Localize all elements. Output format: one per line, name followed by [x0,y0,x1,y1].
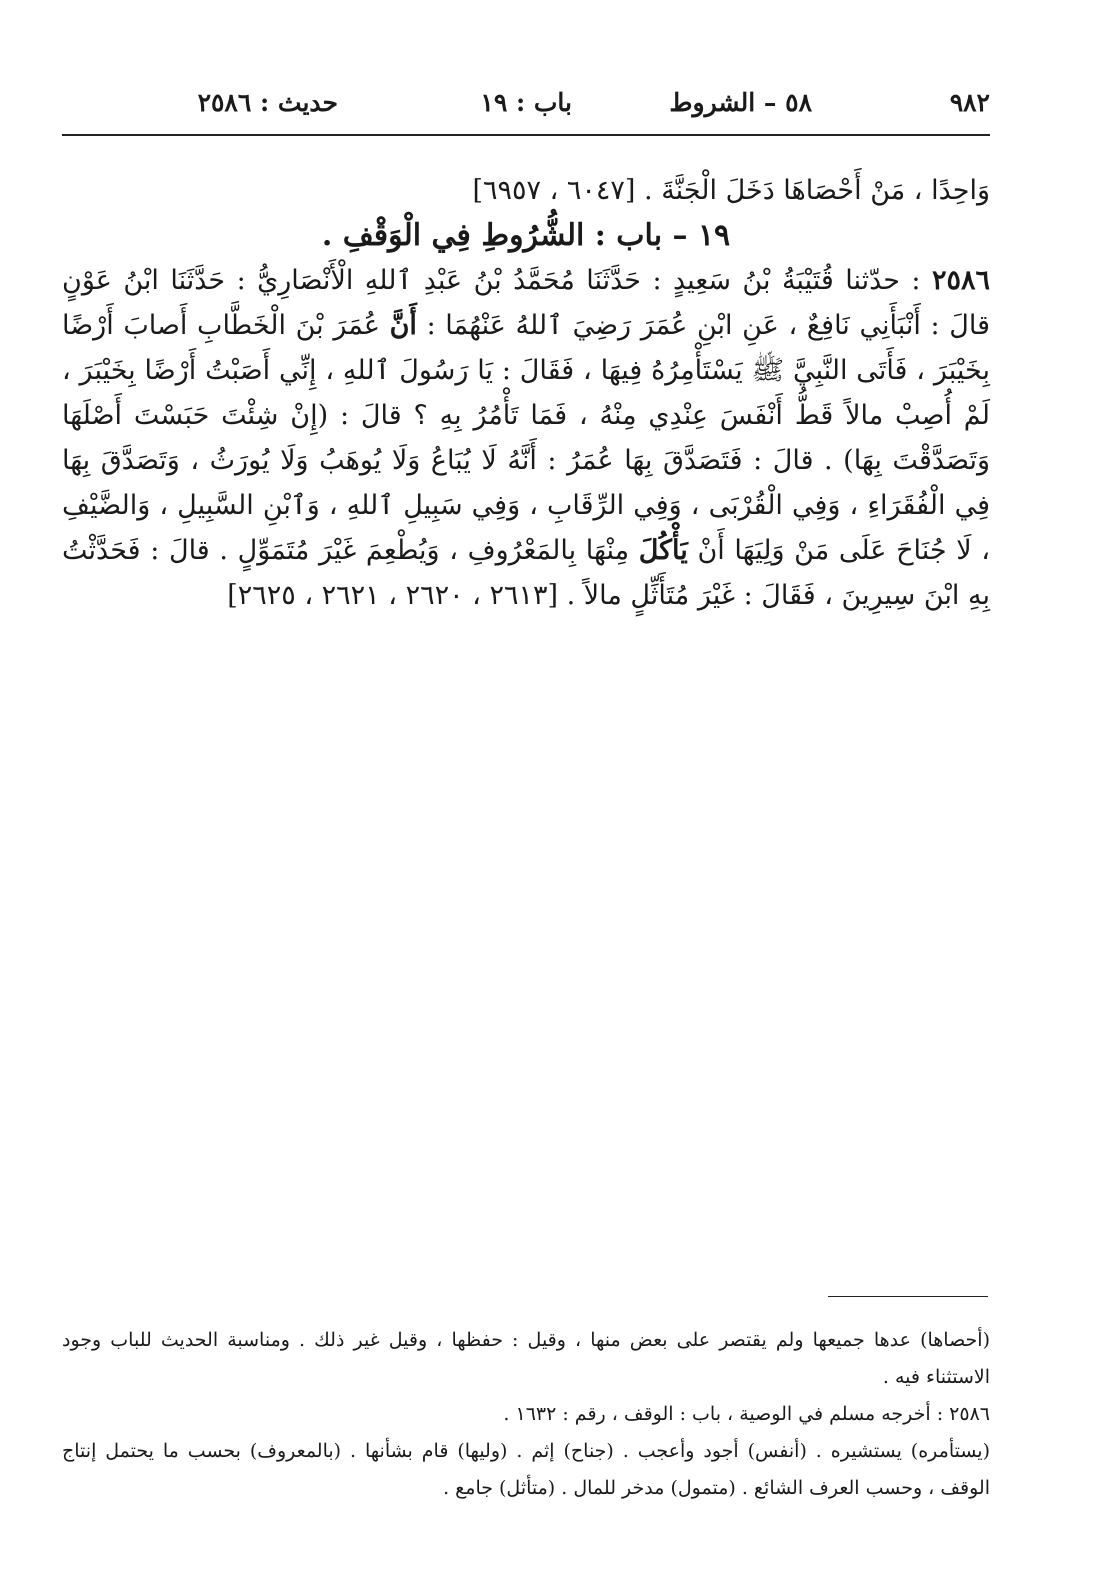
hadith-emphasis-1: أَنَّ [389,310,417,341]
footnote-1: (أحصاها) عدها جميعها ولم يقتصر على بعض منها ، وقيل : حفظها ، وقيل غير ذلك . ومناسبة الحديث للباب وجود الاستثناء فيه . [62,1329,990,1388]
main-text [62,168,990,618]
footnote-3: (يستأمره) يستشيره . (أنفس) أجود وأعجب . (جناح) إثم . (وليها) قام بشأنها . (بالمعروف) بحسب ما يحتمل إنتاج الوقف ، وحسب العرف الشائع . (متمول) مدخر للمال . (متأثل) جامع . [62,1440,990,1499]
footnote-divider [828,1296,988,1297]
hadith-text-part-1: : حدّثنا قُتَيْبَةُ بْنُ سَعِيدٍ : حَدَّثَنَا مُحَمَّدُ بْنُ عَبْدِ ٱللهِ الْأَنْصَارِيُّ : حَدَّثَنَا ابْنُ عَوْنٍ قالَ : أَنْبَأَنِي نَافِعٌ ، عَنِ ابْنِ عُمَرَ رَضِيَ ٱللهُ عَنْهُمَا : [62,265,990,341]
hadith-number: ٢٥٨٦ [931,265,990,296]
hadith-text-part-3: مِنْهَا بِالمَعْرُوفِ ، وَيُطْعِمَ غَيْرَ مُتَمَوِّلٍ . قالَ : فَحَدَّثْتُ بِهِ ابْنَ سِيرِينَ ، فَقَالَ : غَيْرَ مُتَأَثِّلٍ مالاً . [٢٦١٣ ، ٢٦٢٠ ، ٢٦٢١ ، ٢٦٢٥] [62,535,990,611]
hadith-emphasis-2: يَأْكُلَ [638,535,688,566]
running-header [62,82,990,126]
hadith-paragraph [62,258,990,618]
footnote-2: ٢٥٨٦ : أخرجه مسلم في الوصية ، باب : الوقف ، رقم : ١٦٣٢ . [503,1403,990,1425]
book-title: ٥٨ – الشروط [669,88,812,117]
hadith-number-header: حديث : ٢٥٨٦ [197,88,338,117]
hadith-text-part-2: عُمَرَ بْنَ الْخَطَّابِ أَصابَ أَرْضًا بِخَيْبَرَ ، فَأَتَى النَّبِيَّ ﷺ يَسْتَأْمِرُهُ فِيهَا ، فَقَالَ : يَا رَسُولَ ٱللهِ ، إِنِّي أَصَبْتُ أَرْضًا بِخَيْبَرَ ، لَمْ أُصِبْ مالاً قَطُّ أَنْفَسَ عِنْدِي مِنْهُ ، فَمَا تَأْمُرُ بِهِ ؟ قالَ : (إِنْ شِئْتَ حَبَسْتَ أَصْلَهَا وَتَصَدَّقْتَ بِهَا) . قالَ : فَتَصَدَّقَ بِهَا عُمَرُ : أَنَّهُ لَا يُبَاعُ وَلَا يُوهَبُ وَلَا يُورَثُ ، وَتَصَدَّقَ بِهَا فِي الْفُقَرَاءِ ، وَفِي الْقُرْبَى ، وَفِي الرِّقَابِ ، وَفِي سَبِيلِ ٱللهِ ، وَٱبْنِ السَّبِيلِ ، وَالضَّيْفِ ، لَا جُنَاحَ عَلَى مَنْ وَلِيَهَا أَنْ [62,310,990,566]
chapter-heading: ١٩ – باب : الشُّرُوطِ فِي الْوَقْفِ . [321,218,731,253]
header-divider [62,134,990,136]
previous-hadith-end: وَاحِدًا ، مَنْ أَحْصَاهَا دَخَلَ الْجَنَّةَ . [٦٠٤٧ ، ٦٩٥٧] [472,175,990,206]
chapter-number: باب : ١٩ [480,88,572,117]
footnotes [62,1322,990,1507]
page-number: ٩٨٢ [949,88,990,117]
